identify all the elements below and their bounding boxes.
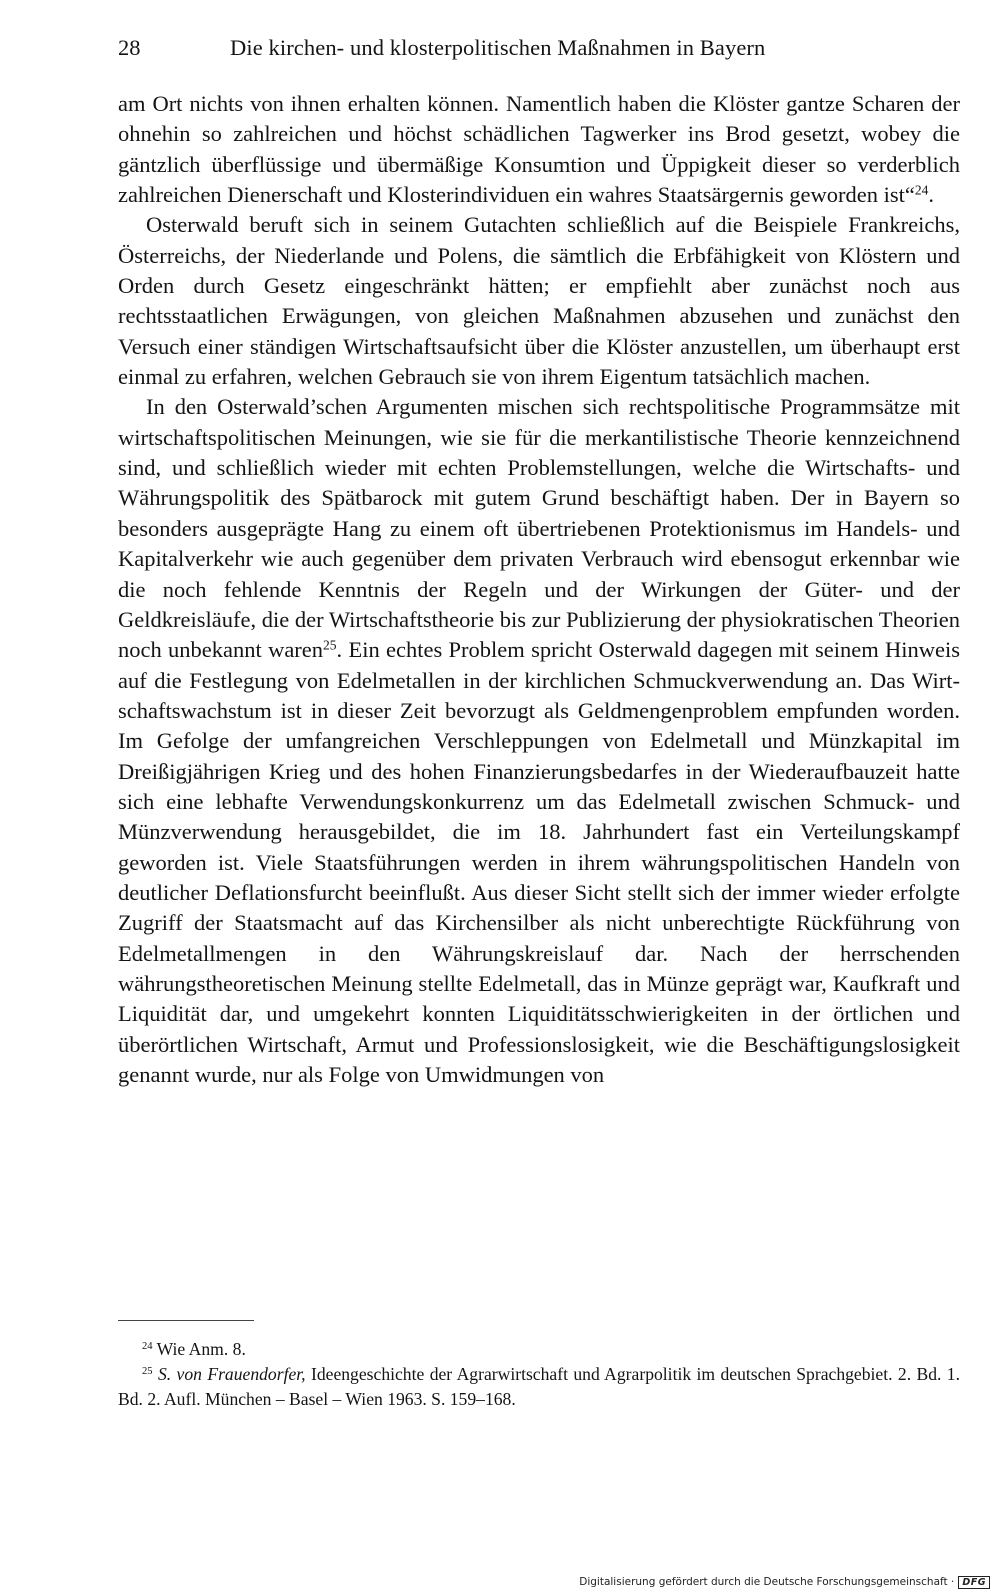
paragraph-1-text: am Ort nichts von ihnen erhalten können. Namentlich haben die Klöster gantze Scharen der ohnehin so zahlreichen und höchst schädlichen Tagwerker ins Brod gesetzt, wobey die gäntzlich überflüssige und übermäßige Konsumtion und Üppigkeit dieser so verderblich zahlreichen Dienerschaft und Klosterindividuen ein wahres Staatsärgernis geworden ist“ — [118, 91, 960, 208]
footnote-author: S. von Frauendorfer, — [157, 1364, 306, 1384]
dfg-logo: DFG — [958, 1576, 990, 1589]
footnote-25 — [118, 1362, 960, 1412]
running-title: Die kirchen- und klosterpolitischen Maßnahmen in Bayern — [230, 35, 766, 60]
footnote-ref-25: 25 — [323, 637, 337, 653]
page-number: 28 — [118, 35, 141, 60]
footnote-number: 24 — [142, 1341, 153, 1353]
footnote-text: Ideengeschichte der Agrarwirtschaft und Agrarpolitik im deutschen Sprachgebiet. 2. Bd. 1. Bd. 2. Aufl. München – Basel – Wien 1963. S. 159–168. — [118, 1364, 961, 1409]
paragraph-2-text: Osterwald beruft sich in seinem Gutachten schließlich auf die Beispiele Frankreichs, Österreichs, der Niederlande und Polens, die sämtlich die Erbfähigkeit von Klöstern und Orden durch Gesetz eingeschränkt hätten; er empfiehlt aber zunächst noch aus rechtsstaatlichen Erwägungen, von gleichen Maßnahmen abzusehen und zunächst den Versuch einer ständigen Wirtschaftsaufsicht über die Klöster anzustellen, um überhaupt erst einmal zu erfahren, welchen Gebrauch sie von ihrem Eigentum tatsächlich machen. — [118, 212, 960, 390]
footnote-divider — [118, 1320, 254, 1321]
paragraph-2 — [118, 210, 960, 392]
paragraph-3-text-a: In den Osterwald’schen Argumenten mischen sich rechtspolitische Programmsätze mit wirtschaftspolitischen Meinungen, wie sie für die merkantilistische Theorie kennzeichnend sind, und schließlich wieder mit echten Problemstellungen, welche die Wirtschafts- und Währungspolitik des Spätbarock mit gutem Grund beschäftigt haben. Der in Bayern so besonders ausgeprägte Hang zu einem oft übertriebenen Protektionismus im Handels- und Kapitalverkehr wie auch gegenüber dem privaten Verbrauch wird ebensogut erkennbar wie die noch fehlende Kenntnis der Regeln und der Wirkungen der Güter- und der Geldkreisläufe, die der Wirtschaftstheorie bis zur Publizierung der physiokratischen Theorien noch unbekannt waren — [118, 394, 960, 663]
paragraph-1 — [118, 89, 960, 210]
paragraph-1-tail: . — [928, 182, 934, 208]
credit-text: Digitalisierung gefördert durch die Deutsche Forschungsgemeinschaft · — [579, 1576, 955, 1588]
running-head — [118, 31, 960, 65]
footnote-ref-24: 24 — [914, 182, 929, 198]
footnotes — [118, 1337, 960, 1412]
paragraph-3 — [118, 392, 960, 1090]
body-text — [118, 89, 960, 1090]
digitization-credit — [579, 1574, 990, 1590]
footnote-number: 25 — [142, 1366, 153, 1378]
footnote-24 — [118, 1337, 960, 1362]
paragraph-3-text-b: . Ein echtes Problem spricht Osterwald dagegen mit seinem Hinweis auf die Festlegung von Edelmetallen in der kirchlichen Schmuckverwendung an. Das Wirtschaftswachstum ist in dieser Zeit bevorzugt als Geldmengenproblem empfunden worden. Im Gefolge der umfangreichen Verschleppungen von Edelmetall und Münzkapital im Dreißigjährigen Krieg und des hohen Finanzierungsbedarfes in der Wiederaufbauzeit hatte sich eine lebhafte Verwendungskonkurrenz um das Edelmetall zwischen Schmuck- und Münzverwendung herausgebildet, die im 18. Jahrhundert fast ein Verteilungskampf geworden ist. Viele Staatsführungen werden in ihrem währungspolitischen Handeln von deutlicher Deflationsfurcht beeinflußt. Aus dieser Sicht stellt sich der immer wieder erfolgte Zugriff der Staatsmacht auf das Kirchensilber als nicht unberechtigte Rückführung von Edelmetallmengen in den Währungskreislauf dar. Nach der herrschenden währungstheoretischen Meinung stellte Edelmetall, das in Münze geprägt war, Kaufkraft und Liquidität dar, und umgekehrt konnten Liquiditätsschwierigkeiten in der örtlichen und überörtlichen Wirtschaft, Armut und Professionslosigkeit, wie die Beschäftigungslosigkeit genannt wurde, nur als Folge von Umwidmungen von — [118, 637, 960, 1087]
footnote-text: Wie Anm. 8. — [156, 1339, 246, 1359]
